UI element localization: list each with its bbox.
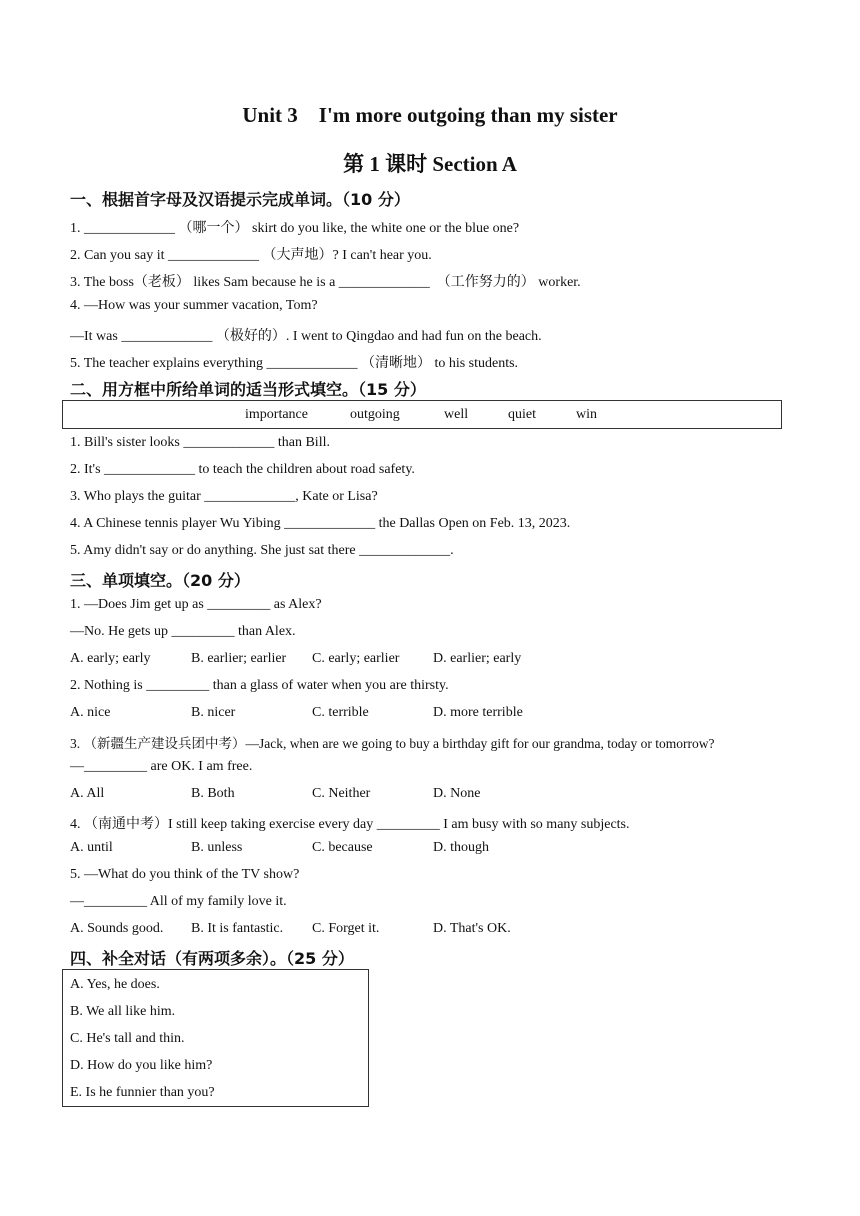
question-line: 5. —What do you think of the TV show? (70, 867, 300, 882)
option-b: B. earlier; earlier (191, 651, 287, 666)
dialogue-options-box (62, 969, 369, 1107)
option-c: C. because (312, 840, 373, 855)
question-line: —_________ All of my family love it. (70, 894, 287, 909)
question-line: 1. —Does Jim get up as _________ as Alex? (70, 597, 322, 612)
part2-line: 5. Amy didn't say or do anything. She just sat there _____________. (70, 543, 454, 558)
dialogue-option: B. We all like him. (70, 1004, 176, 1019)
part3-heading: 三、单项填空。（20 分） (70, 571, 250, 590)
option-c: C. Neither (312, 786, 371, 801)
option-b: B. It is fantastic. (191, 921, 284, 936)
option-b: B. unless (191, 840, 243, 855)
option-d: D. That's OK. (433, 921, 511, 936)
question-line: 2. Nothing is _________ than a glass of water when you are thirsty. (70, 678, 449, 693)
part1-heading: 一、根据首字母及汉语提示完成单词。（10 分） (70, 190, 410, 209)
option-a: A. until (70, 840, 113, 855)
option-b: B. nicer (191, 705, 236, 720)
part1-line: —It was _____________ （极好的）. I went to Qingdao and had fun on the beach. (70, 329, 542, 344)
option-a: A. All (70, 786, 105, 801)
part1-line: 1. _____________ （哪一个） skirt do you like, the white one or the blue one? (70, 221, 520, 236)
word-box (62, 400, 782, 429)
question-line: 4. （南通中考）I still keep taking exercise every day _________ I am busy with so many subjects. (70, 817, 630, 832)
word-box-item: well (444, 407, 469, 422)
unit-title: Unit 3 I'm more outgoing than my sister (242, 103, 618, 127)
option-c: C. terrible (312, 705, 369, 720)
option-d: D. earlier; early (433, 651, 522, 666)
option-b: B. Both (191, 786, 235, 801)
dialogue-option: D. How do you like him? (70, 1058, 213, 1073)
dialogue-option: E. Is he funnier than you? (70, 1085, 215, 1100)
dialogue-option: C. He's tall and thin. (70, 1031, 185, 1046)
part1-line: 5. The teacher explains everything _____________ （清晰地） to his students. (70, 356, 519, 371)
option-c: C. Forget it. (312, 921, 380, 936)
part2-line: 1. Bill's sister looks _____________ than Bill. (70, 435, 330, 450)
part2-line: 2. It's _____________ to teach the children about road safety. (70, 462, 415, 477)
option-d: D. more terrible (433, 705, 523, 720)
part1-line: 4. —How was your summer vacation, Tom? (70, 298, 318, 313)
part4-heading: 四、补全对话（有两项多余）。（25 分） (70, 949, 354, 968)
part1-line: 2. Can you say it _____________ （大声地）? I can't hear you. (70, 248, 432, 263)
word-box-item: quiet (508, 407, 536, 422)
lesson-subtitle: 第 1 课时 Section A (343, 152, 517, 176)
option-d: D. None (433, 786, 481, 801)
word-box-item: win (576, 407, 597, 422)
part2-line: 4. A Chinese tennis player Wu Yibing _____________ the Dallas Open on Feb. 13, 2023. (70, 516, 571, 531)
question-line: —No. He gets up _________ than Alex. (70, 624, 296, 639)
part2-heading: 二、用方框中所给单词的适当形式填空。（15 分） (70, 380, 426, 399)
option-a: A. Sounds good. (70, 921, 164, 936)
word-box-item: outgoing (350, 407, 400, 422)
word-box-item: importance (245, 407, 308, 422)
option-d: D. though (433, 840, 489, 855)
question-line: —_________ are OK. I am free. (70, 759, 253, 774)
dialogue-option: A. Yes, he does. (70, 977, 160, 992)
option-c: C. early; earlier (312, 651, 400, 666)
part2-line: 3. Who plays the guitar _____________, Kate or Lisa? (70, 489, 378, 504)
option-a: A. early; early (70, 651, 151, 666)
question-line: 3. （新疆生产建设兵团中考）—Jack, when are we going to buy a birthday gift for our grandma, today or tomorrow? (70, 736, 715, 751)
option-a: A. nice (70, 705, 111, 720)
part1-line: 3. The boss（老板） likes Sam because he is a _____________ （工作努力的） worker. (70, 275, 581, 290)
